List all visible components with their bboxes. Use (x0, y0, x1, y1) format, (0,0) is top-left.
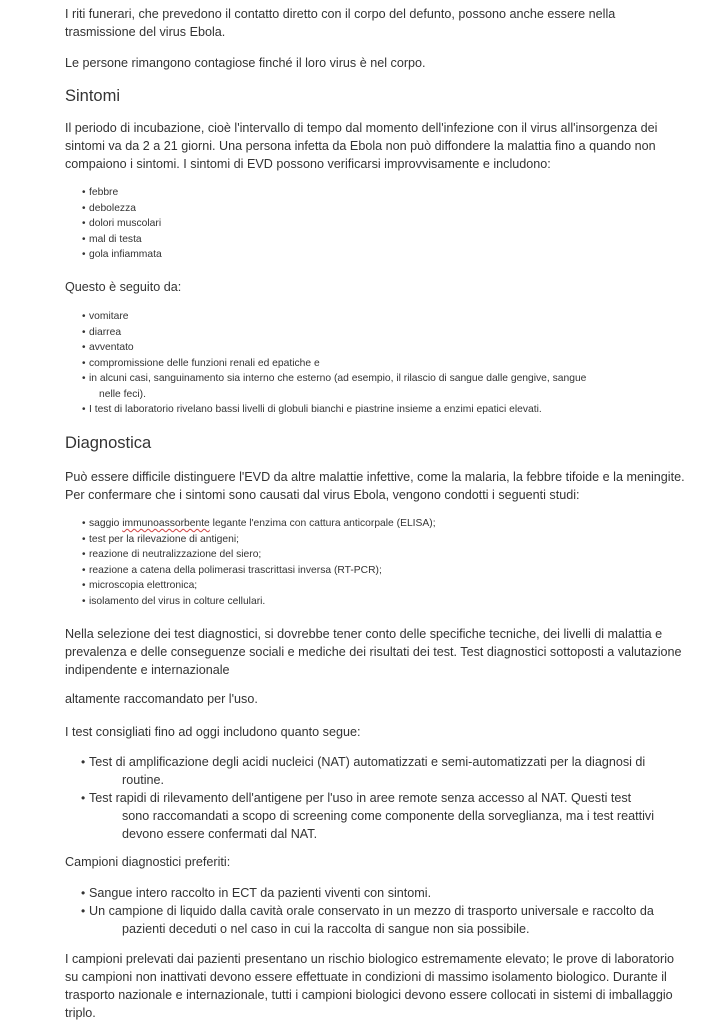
list-item: • vomitare (65, 309, 685, 325)
list-item-continuation: nelle feci). (99, 388, 146, 400)
list-item-line: Test di amplificazione degli acidi nucleici (NAT) automatizzati e semi-automatizzati per la diagnosi di (89, 755, 646, 769)
list-item-line: Test rapidi di rilevamento dell'antigene per l'uso in aree remote senza accesso al NAT. Questi test (89, 791, 632, 805)
list-item-line: pazienti deceduti o nel caso in cui la raccolta di sangue non sia possibile. (122, 922, 530, 936)
symptoms-list (65, 185, 685, 263)
list-item: • isolamento del virus in colture cellulari. (65, 594, 685, 610)
list-item-line: devono essere confermati dal NAT. (122, 827, 318, 841)
final-paragraph: I campioni prelevati dai pazienti presentano un rischio biologico estremamente elevato; le prove di laboratorio su campioni non inattivati devono essere effettuate in condizioni di massimo isolamento biologico. Durante il trasporto nazionale e internazionale, tutti i campioni biologici devono essere collocati in sistemi di imballaggio triplo. (65, 952, 675, 1020)
selection-paragraph: Nella selezione dei test diagnostici, si dovrebbe tener conto delle specifiche tecniche, dei livelli di malattia e prevalenza e delle conseguenze sociali e mediche dei risultati dei test. Test diagnostici sottoposti a valutazione indipendente e internazionale (65, 627, 682, 677)
list-item: • gola infiammata (65, 247, 685, 263)
heading-sintomi: Sintomi (65, 87, 121, 105)
list-item-line: routine. (122, 773, 165, 787)
list-item: • diarrea (65, 325, 685, 341)
list-item: • Sangue intero raccolto in ECT da pazienti viventi con sintomi. (65, 884, 685, 902)
tests-list (65, 753, 685, 843)
intro-paragraph-2: Le persone rimangono contagiose finché il loro virus è nel corpo. (65, 56, 426, 70)
studies-list (65, 516, 685, 609)
list-item (65, 516, 685, 532)
list-item: • microscopia elettronica; (65, 578, 685, 594)
list-item: • reazione di neutralizzazione del siero; (65, 547, 685, 563)
list-item: • mal di testa (65, 232, 685, 248)
list-item: • I test di laboratorio rivelano bassi livelli di globuli bianchi e piastrine insieme a enzimi epatici elevati. (65, 402, 685, 418)
samples-list (65, 884, 685, 938)
recommended-text: altamente raccomandato per l'uso. (65, 692, 258, 706)
followed-by-text: Questo è seguito da: (65, 280, 182, 294)
list-item: • dolori muscolari (65, 216, 685, 232)
heading-diagnostica: Diagnostica (65, 434, 152, 452)
followed-list (65, 309, 685, 418)
list-item-line: sono raccomandati a scopo di screening come componente della sorveglianza, ma i test reattivi (122, 809, 655, 823)
diagnostica-paragraph: Può essere difficile distinguere l'EVD da altre malattie infettive, come la malaria, la febbre tifoide e la meningite. Per confermare che i sintomi sono causati dal virus Ebola, vengono condotti i seguenti studi: (65, 470, 685, 502)
list-item-text: in alcuni casi, sanguinamento sia interno che esterno (ad esempio, il rilascio di sangue dalle gengive, sangue (89, 373, 587, 384)
list-item (65, 789, 685, 843)
list-item: • febbre (65, 185, 685, 201)
tests-intro: I test consigliati fino ad oggi includono quanto segue: (65, 725, 361, 739)
samples-intro: Campioni diagnostici preferiti: (65, 855, 231, 869)
list-item: • debolezza (65, 201, 685, 217)
spellcheck-word: immunoassorbente (122, 518, 210, 529)
list-item (65, 371, 685, 402)
list-item (65, 902, 685, 938)
list-item: • test per la rilevazione di antigeni; (65, 532, 685, 548)
list-item-suffix: legante l'enzima con cattura anticorpale (ELISA); (209, 518, 436, 529)
list-item (65, 753, 685, 789)
list-item-prefix: saggio (89, 518, 123, 529)
list-item: • reazione a catena della polimerasi trascrittasi inversa (RT-PCR); (65, 563, 685, 579)
list-item-line: Un campione di liquido dalla cavità orale conservato in un mezzo di trasporto universale e raccolto da (89, 904, 654, 918)
sintomi-paragraph: Il periodo di incubazione, cioè l'intervallo di tempo dal momento dell'infezione con il virus all'insorgenza dei sintomi va da 2 a 21 giorni. Una persona infetta da Ebola non può diffondere la malattia fino a quando non compaiono i sintomi. I sintomi di EVD possono verificarsi improvvisamente e includono: (65, 121, 658, 171)
list-item: • compromissione delle funzioni renali ed epatiche e (65, 356, 685, 372)
list-item: • avventato (65, 340, 685, 356)
intro-paragraph-1: I riti funerari, che prevedono il contatto diretto con il corpo del defunto, possono anche essere nella trasmissione del virus Ebola. (65, 7, 616, 39)
